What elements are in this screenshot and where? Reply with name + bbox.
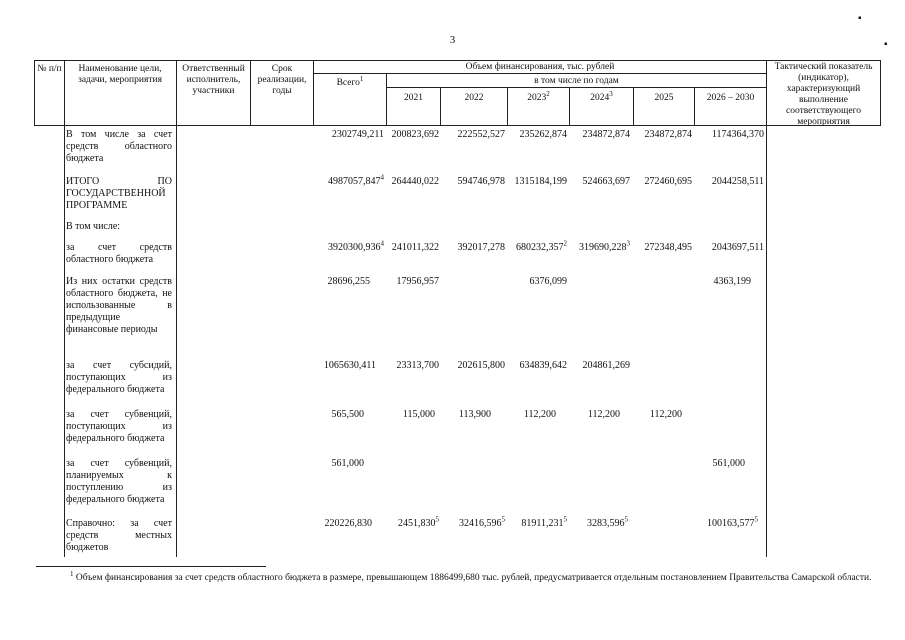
- row-value-2024: 204861,269: [582, 360, 630, 371]
- header-year: 2021: [404, 93, 423, 103]
- header-year: 2022: [464, 93, 484, 103]
- row-value-2023: 6376,099: [529, 276, 567, 287]
- row-value-2024: 112,200: [587, 409, 620, 420]
- header-col-number: № п/п: [37, 64, 62, 74]
- row-label: ИТОГО ПО ГОСУДАРСТВЕННОЙ ПРОГРАММЕ: [66, 176, 172, 211]
- row-label: Справочно: за счет средств местных бюджетов: [66, 518, 172, 553]
- row-value-2025: 272460,695: [644, 176, 692, 187]
- row-value-2023: 680232,357$^2$: [516, 239, 567, 253]
- header-year: 2025: [654, 93, 674, 103]
- row-value-2023: 1315184,199: [514, 176, 567, 187]
- row-value-2021: 264440,022: [391, 176, 439, 187]
- row-value-2021: 2451,830$^5$: [398, 515, 439, 529]
- row-value-2026-2030: 2043697,511: [711, 242, 764, 253]
- row-value-2022: 594746,978: [457, 176, 505, 187]
- row-value-2021: 241011,322: [391, 242, 439, 253]
- row-value-2024: 234872,874: [582, 129, 630, 140]
- row-value-2023: 235262,874: [519, 129, 567, 140]
- header-bottom-border: [34, 125, 881, 126]
- header-col-name: Наименование цели, задачи, мероприятия: [78, 64, 162, 85]
- scan-speck: ▪: [884, 39, 888, 50]
- row-value-2024: 3283,596$^5$: [587, 515, 628, 529]
- row-value-2023: 81911,231$^5$: [521, 515, 567, 529]
- header-year: 2024$^3$: [590, 89, 613, 103]
- row-total: 28696,255: [327, 276, 370, 287]
- header-year: 2023$^2$: [527, 89, 550, 103]
- row-total: 561,000: [331, 458, 364, 469]
- row-value-2022: 392017,278: [457, 242, 505, 253]
- row-value-2026-2030: 1174364,370: [711, 129, 764, 140]
- row-total: 3920300,936$^4$: [328, 239, 384, 253]
- row-label: за счет субвенций, планируемых к поступлению из федерального бюджета: [66, 458, 172, 505]
- header-col-by-years: в том числе по годам: [534, 76, 619, 86]
- header-hline: [386, 87, 767, 88]
- row-value-2021: 115,000: [402, 409, 435, 420]
- header-year: 2026 – 2030: [706, 93, 755, 103]
- row-label: за счет субсидий, поступающих из федерального бюджета: [66, 360, 172, 395]
- table-top-border: [34, 60, 881, 61]
- header-col-total: Всего$^1$: [336, 74, 364, 88]
- row-label: Из них остатки средств областного бюджета, не использованные в предыдущие финансовые периоды: [66, 276, 172, 335]
- body-vline: [176, 125, 177, 557]
- row-total: 1065630,411: [323, 360, 376, 371]
- row-total: 220226,830: [324, 518, 372, 529]
- body-vline: [766, 125, 767, 557]
- row-value-2021: 17956,957: [396, 276, 439, 287]
- row-value-2022: 202615,800: [457, 360, 505, 371]
- header-vline: [64, 60, 65, 126]
- row-value-2025: 112,200: [649, 409, 682, 420]
- row-label: В том числе за счет средств областного бюджета: [66, 129, 172, 164]
- row-total: 565,500: [331, 409, 364, 420]
- row-total: 2302749,211: [331, 129, 384, 140]
- header-col-indicator: Тактический показатель (индикатор), характеризующий выполнение соответствующего мероприятия: [774, 62, 873, 127]
- row-total: 4987057,847$^4$: [328, 173, 384, 187]
- row-value-2025: 272348,495: [644, 242, 692, 253]
- row-value-2023: 634839,642: [519, 360, 567, 371]
- page-number: 3: [449, 34, 456, 46]
- row-value-2021: 23313,700: [396, 360, 439, 371]
- row-value-2026-2030: 2044258,511: [711, 176, 764, 187]
- scan-speck: ▪: [858, 13, 862, 24]
- row-value-2025: 234872,874: [644, 129, 692, 140]
- row-value-2024: 319690,228$^3$: [579, 239, 630, 253]
- header-hline: [313, 73, 767, 74]
- header-col-responsible: Ответственный исполнитель, участники: [182, 64, 245, 96]
- footnote: $^1$ Объем финансирования за счет средств областного бюджета в размере, превышающем 1886499,680 тыс. рублей, предусматривается отдельным постановлением Правительства Самарской области.: [70, 569, 872, 583]
- row-label: за счет средств областного бюджета: [66, 242, 172, 265]
- header-vline: [880, 60, 881, 126]
- row-value-2022: 32416,596$^5$: [459, 515, 505, 529]
- row-value-2023: 112,200: [523, 409, 556, 420]
- footnote-separator: [36, 566, 266, 567]
- row-label: за счет субвенций, поступающих из федерального бюджета: [66, 409, 172, 444]
- row-value-2024: 524663,697: [582, 176, 630, 187]
- row-label: В том числе:: [66, 221, 121, 232]
- row-value-2021: 200823,692: [391, 129, 439, 140]
- row-value-2022: 113,900: [458, 409, 491, 420]
- row-value-2026-2030: 4363,199: [713, 276, 751, 287]
- row-value-2026-2030: 561,000: [712, 458, 745, 469]
- header-col-financing: Объем финансирования, тыс. рублей: [465, 62, 615, 72]
- row-value-2022: 222552,527: [457, 129, 505, 140]
- row-value-2026-2030: 100163,577$^5$: [707, 515, 758, 529]
- body-vline: [64, 125, 65, 557]
- header-col-term: Срок реализации, годы: [257, 64, 307, 96]
